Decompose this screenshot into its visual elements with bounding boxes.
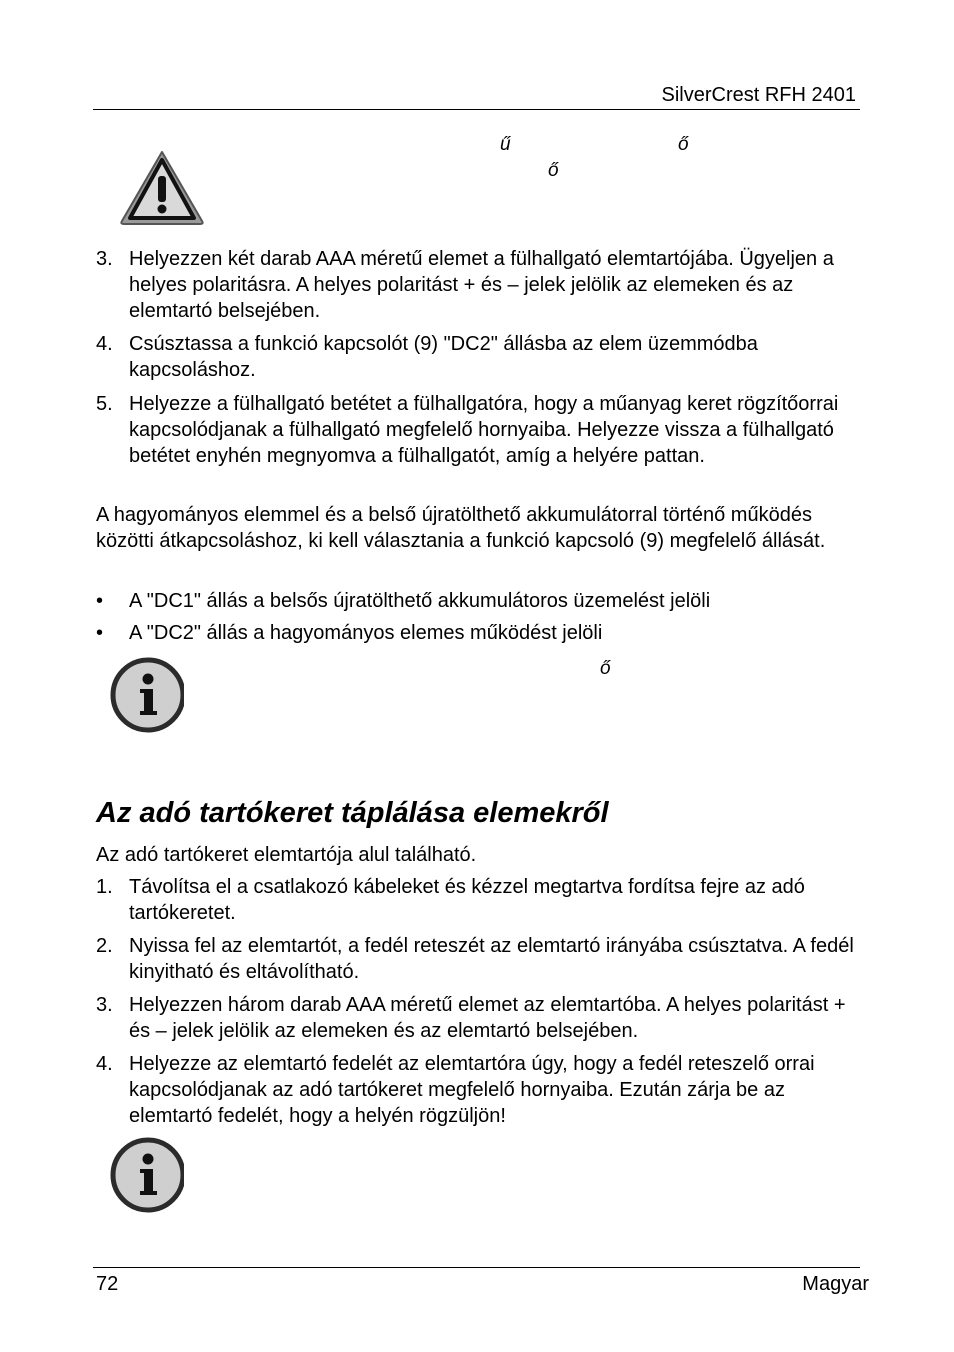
step-number: 3.	[96, 994, 113, 1016]
header-divider	[93, 109, 860, 110]
step-number: 4.	[96, 1053, 113, 1075]
warning-text-fragment: ő	[678, 134, 689, 155]
list-item-text: Csúsztassa a funkció kapcsolót (9) "DC2" állásba az elem üzemmódba kapcsoláshoz.	[129, 333, 758, 381]
step-text: Helyezze az elemtartó fedelét az elemtartóra úgy, hogy a fedél reteszelő orrai kapcsolódjanak az adó tartókeret megfelelő hornyaiba. Ezután zárja be az elemtartó fedelét, hogy a helyén rögzüljön!	[129, 1053, 815, 1127]
step-text: Távolítsa el a csatlakozó kábeleket és kézzel megtartva fordítsa fejre az adó tartókeretet.	[129, 876, 805, 924]
list-item-text: Helyezzen két darab AAA méretű elemet a fülhallgató elemtartójába. Ügyeljen a helyes polaritásra. A helyes polaritást + és – jelek jelölik az elemeken és az elemtartó belsejében.	[129, 248, 834, 322]
bullet-text: A "DC1" állás a belsős újratölthető akkumulátoros üzemelést jelöli	[129, 590, 711, 612]
info-text-fragment: ő	[600, 658, 611, 679]
header-title: SilverCrest RFH 2401	[661, 84, 856, 106]
section-heading: Az adó tartókeret táplálása elemekről	[96, 797, 609, 829]
paragraph: A hagyományos elemmel és a belső újratölthető akkumulátorral történő működés közötti átkapcsoláshoz, ki kell választania a funkció kapcsoló (9) megfelelő állását.	[96, 504, 826, 552]
list-item-text: Helyezze a fülhallgató betétet a fülhallgatóra, hogy a műanyag keret rögzítőorrai kapcsolódjanak a fülhallgató megfelelő hornyaiba. Helyezze vissza a fülhallgató betétet enyhén megnyomva a fülhallgatót, amíg a helyére pattan.	[129, 393, 839, 467]
step-text: Helyezzen három darab AAA méretű elemet az elemtartóba. A helyes polaritást + és – jelek jelölik az elemeken és az elemtartó belsejében.	[129, 994, 846, 1042]
step-number: 2.	[96, 935, 113, 957]
info-icon	[110, 1137, 186, 1213]
section-intro: Az adó tartókeret elemtartója alul található.	[96, 844, 477, 866]
bullet-mark: •	[96, 590, 104, 612]
warning-text-fragment: ű	[500, 134, 511, 155]
footer-language: Magyar	[802, 1273, 869, 1295]
list-item-number: 3.	[96, 248, 113, 270]
footer-divider	[93, 1267, 860, 1268]
info-icon	[110, 657, 186, 733]
warning-text-fragment: ő	[548, 160, 559, 181]
step-text: Nyissa fel az elemtartót, a fedél reteszét az elemtartó irányába csúsztatva. A fedél kinyitható és eltávolítható.	[129, 935, 854, 983]
warning-icon	[118, 148, 206, 226]
step-number: 1.	[96, 876, 113, 898]
page-number: 72	[96, 1273, 119, 1295]
list-item-number: 4.	[96, 333, 113, 355]
bullet-text: A "DC2" állás a hagyományos elemes működést jelöli	[129, 622, 603, 644]
list-item-number: 5.	[96, 393, 113, 415]
bullet-mark: •	[96, 622, 104, 644]
